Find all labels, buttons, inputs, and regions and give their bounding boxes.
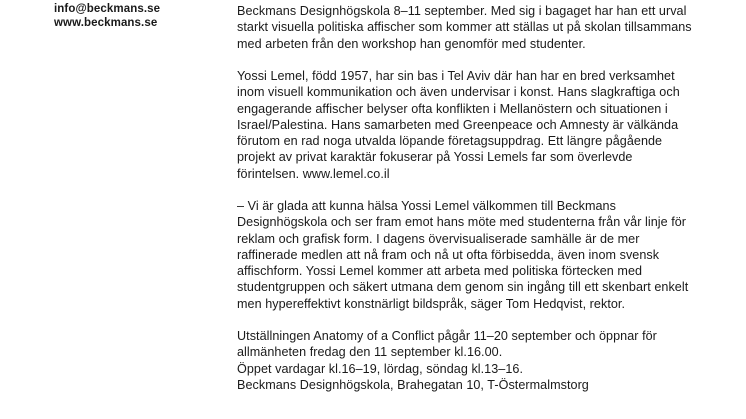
text-line: förintelsen. www.lemel.co.il — [237, 166, 390, 181]
text-line: affischform. Yossi Lemel kommer att arbeta med politiska förtecken med — [237, 264, 643, 278]
contact-sidebar — [54, 2, 224, 30]
paragraph-quote — [237, 198, 689, 312]
text-line: Designhögskola och ser fram emot hans möte med studenterna från vår linje för — [237, 215, 687, 230]
article-body — [237, 3, 692, 409]
text-line: Yossi Lemel, född 1957, har sin bas i Tel Aviv där han har en bred verksamhet — [237, 69, 675, 83]
text-line: starkt visuella politiska affischer som kommer att ställas ut på skolan tillsammans — [237, 20, 692, 35]
text-line: inom visuell kommunikation och även undervisar i konst. Hans slagkraftiga och — [237, 85, 680, 100]
text-line: men hypereffektivt konstnärligt bildspråk, säger Tom Hedqvist, rektor. — [237, 296, 626, 311]
text-line: förutom en rad noga utvalda löpande företagsuppdrag. Ett längre pågående — [237, 134, 663, 148]
text-line: Israel/Palestina. Hans samarbeten med Greenpeace och Amnesty är välkända — [237, 117, 679, 132]
text-line: Öppet vardagar kl.16–19, lördag, söndag kl.13–16. — [237, 361, 524, 376]
text-line: – Vi är glada att kunna hälsa Yossi Lemel välkommen till Beckmans — [237, 199, 616, 213]
paragraph-exhibition-info — [237, 328, 677, 393]
text-line: Beckmans Designhögskola 8–11 september. Med sig i bagaget har han ett urval — [237, 4, 687, 18]
text-line: reklam och grafisk form. I dagens övervisualiserade samhälle är de mer — [237, 231, 640, 246]
text-line: allmänheten fredag den 11 september kl.16.00. — [237, 345, 503, 360]
contact-website: www.beckmans.se — [54, 17, 158, 29]
text-line: engagerande affischer belyser ofta konflikten i Mellanöstern och situationen i — [237, 101, 668, 116]
text-line: projekt av privat karaktär fokuserar på Yossi Lemels far som överlevde — [237, 150, 633, 165]
text-line: raffinerade medlen att nå fram och nå ut ofta förbisedda, även inom svensk — [237, 247, 660, 262]
paragraph-intro — [237, 3, 692, 52]
text-line: med arbeten från den workshop han genomför med studenter. — [237, 36, 586, 51]
contact-email: info@beckmans.se — [54, 3, 161, 15]
text-line: studentgruppen och säkert utmana dem genom sin ingång till ett skenbart enkelt — [237, 280, 689, 295]
text-line: Beckmans Designhögskola, Brahegatan 10, T-Östermalmstorg — [237, 377, 589, 392]
paragraph-biography — [237, 68, 680, 182]
text-line: Utställningen Anatomy of a Conflict pågår 11–20 september och öppnar för — [237, 329, 657, 343]
